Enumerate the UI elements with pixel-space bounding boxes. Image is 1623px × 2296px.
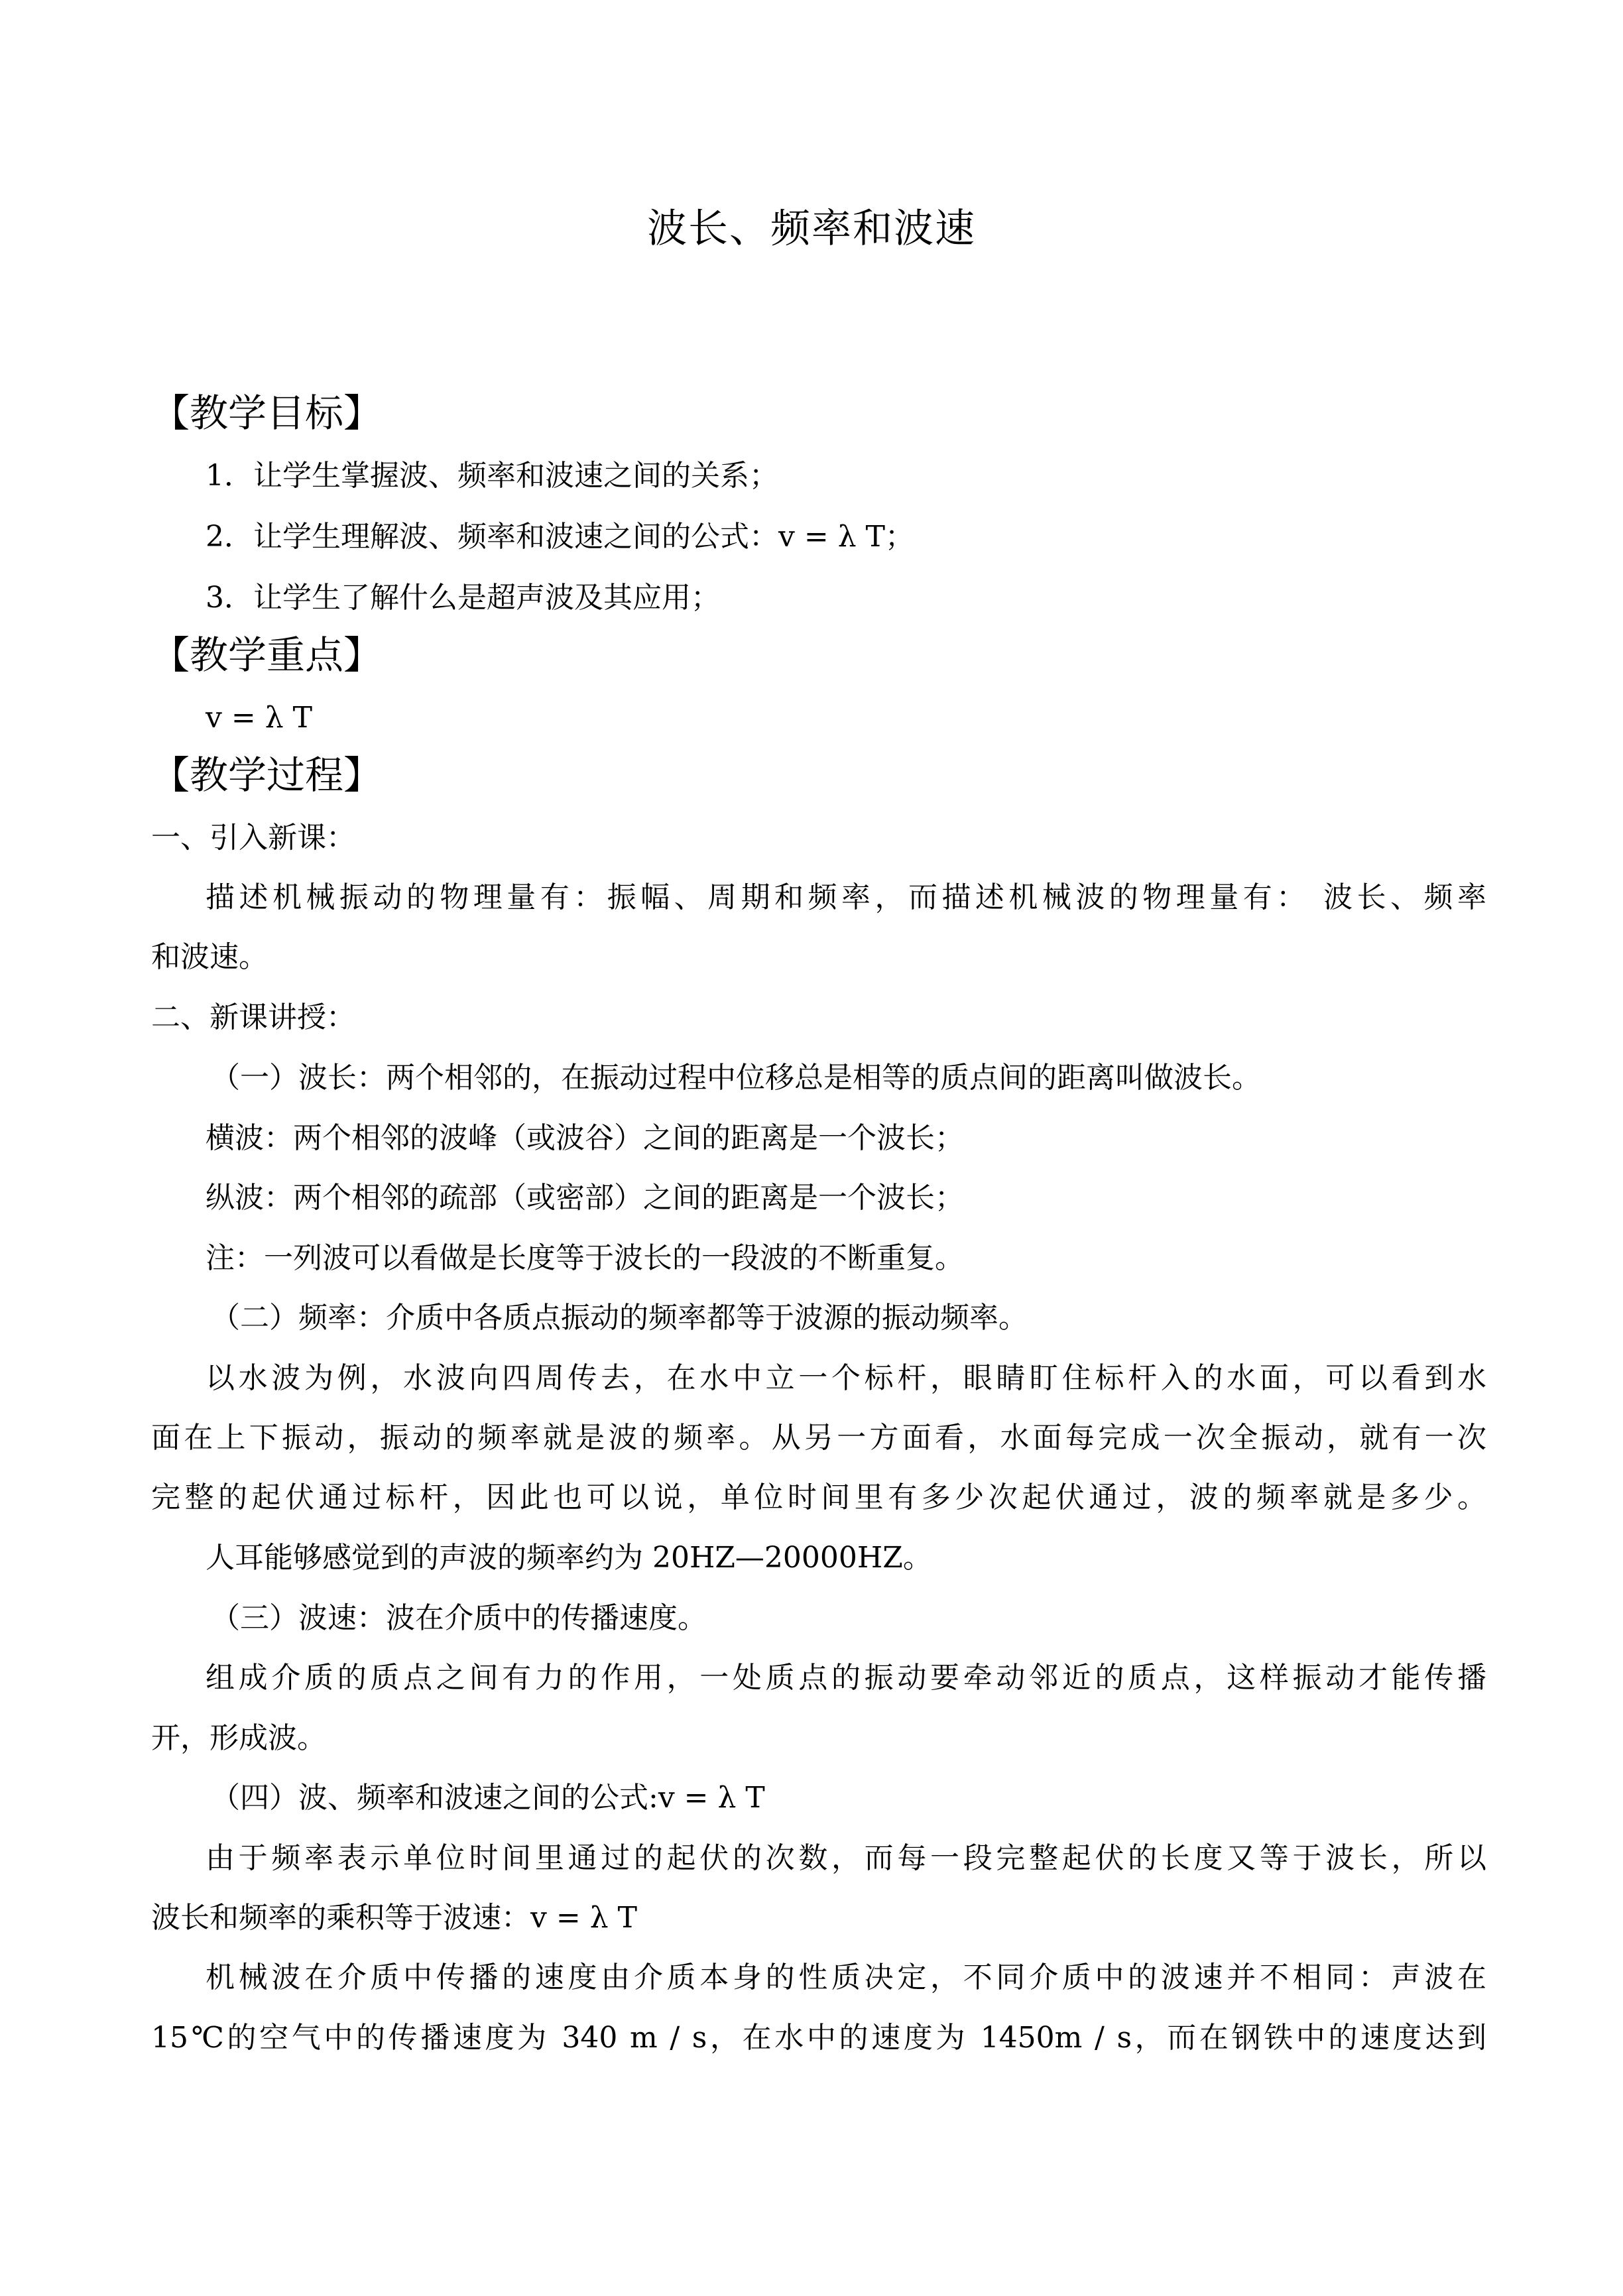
wavelength-definition: （一）波长：两个相邻的，在振动过程中位移总是相等的质点间的距离叫做波长。 — [211, 1061, 1261, 1095]
medium-line-1: 组成介质的质点之间有力的作用，一处质点的振动要牵动邻近的质点，这样振动才能传播 — [206, 1661, 1486, 1695]
hearing-range: 人耳能够感觉到的声波的频率约为 20HZ—20000HZ。 — [206, 1541, 932, 1575]
note-line: 注：一列波可以看做是长度等于波长的一段波的不断重复。 — [206, 1241, 964, 1275]
longitudinal-wave: 纵波：两个相邻的疏部（或密部）之间的距离是一个波长； — [206, 1181, 964, 1215]
formula-explanation-line-1: 由于频率表示单位时间里通过的起伏的次数，而每一段完整起伏的长度又等于波长，所以 — [206, 1841, 1486, 1875]
objective-item-1: 1．让学生掌握波、频率和波速之间的关系； — [206, 459, 778, 493]
objective-item-2: 2．让学生理解波、频率和波速之间的公式：v = λ T； — [206, 520, 914, 554]
objectives-heading: 【教学目标】 — [151, 391, 383, 436]
formula-explanation-line-2: 波长和频率的乘积等于波速：v = λ T — [151, 1901, 637, 1935]
process-heading: 【教学过程】 — [151, 753, 383, 798]
key-point-formula: v = λ T — [206, 701, 312, 735]
transverse-wave: 横波：两个相邻的波峰（或波谷）之间的距离是一个波长； — [206, 1121, 964, 1155]
frequency-definition: （二）频率：介质中各质点振动的频率都等于波源的振动频率。 — [211, 1301, 1028, 1335]
medium-line-2: 开，形成波。 — [151, 1721, 326, 1755]
intro-heading: 一、引入新课： — [151, 821, 355, 855]
water-example-line-1: 以水波为例，水波向四周传去，在水中立一个标杆，眼睛盯住标杆入的水面，可以看到水 — [206, 1361, 1486, 1395]
wave-speed-definition: （三）波速：波在介质中的传播速度。 — [211, 1601, 707, 1635]
speed-in-media-line-1: 机械波在介质中传播的速度由介质本身的性质决定，不同介质中的波速并不相同：声波在 — [206, 1961, 1486, 1994]
formula-heading: （四）波、频率和波速之间的公式:v = λ T — [211, 1781, 765, 1815]
water-example-line-3: 完整的起伏通过标杆，因此也可以说，单位时间里有多少次起伏通过，波的频率就是多少。 — [151, 1480, 1486, 1514]
lecture-heading: 二、新课讲授： — [151, 1000, 355, 1034]
key-point-heading: 【教学重点】 — [151, 633, 383, 678]
document-title: 波长、频率和波速 — [647, 206, 976, 252]
intro-paragraph-line-2: 和波速。 — [151, 940, 268, 974]
intro-paragraph-line-1: 描述机械振动的物理量有：振幅、周期和频率，而描述机械波的物理量有： 波长、频率 — [206, 880, 1486, 914]
speed-in-media-line-2: 15℃的空气中的传播速度为 340 m / s，在水中的速度为 1450m / s，而在钢铁中的速度达到 — [151, 2021, 1486, 2055]
water-example-line-2: 面在上下振动，振动的频率就是波的频率。从另一方面看，水面每完成一次全振动，就有一次 — [151, 1421, 1486, 1455]
objective-item-3: 3．让学生了解什么是超声波及其应用； — [206, 581, 720, 615]
